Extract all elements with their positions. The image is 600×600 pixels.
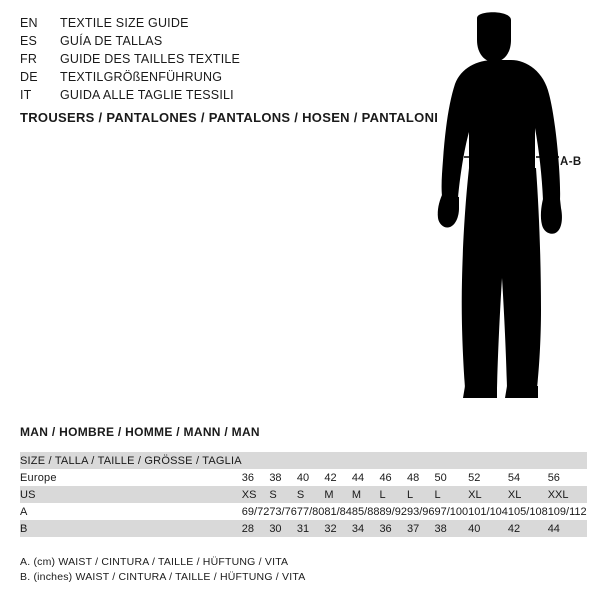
language-code: EN <box>20 16 38 30</box>
cell: 48 <box>406 471 420 484</box>
cell <box>407 452 435 469</box>
language-text: TEXTILGRÖßENFÜHRUNG <box>60 70 223 84</box>
cell: 28 <box>241 522 255 535</box>
cell: 32 <box>324 522 337 535</box>
cell: 105/108 <box>507 505 548 518</box>
table-row <box>20 503 587 520</box>
cell <box>379 452 407 469</box>
cell: 77/80 <box>296 505 325 518</box>
cell: 109/112 <box>547 505 587 518</box>
row-label: A <box>20 505 28 518</box>
cell: 85/88 <box>351 505 380 518</box>
language-code: DE <box>20 70 38 84</box>
cell: 101/104 <box>468 505 508 518</box>
language-code: ES <box>20 34 38 48</box>
cell <box>297 452 325 469</box>
cell: 50 <box>434 471 447 484</box>
cell: S <box>296 488 305 501</box>
cell: 73/76 <box>269 505 297 518</box>
measure-label-ab: A-B <box>560 156 582 168</box>
cell: 40 <box>468 522 481 535</box>
language-text: GUIDE DES TAILLES TEXTILE <box>60 52 241 66</box>
language-code: IT <box>20 88 32 102</box>
product-title: TROUSERS / PANTALONES / PANTALONS / HOSEN / PANTALONI <box>20 110 439 125</box>
cell: XS <box>241 488 257 501</box>
cell: 52 <box>468 471 481 484</box>
cell <box>352 452 380 469</box>
cell: M <box>324 488 334 501</box>
notes-block <box>20 555 305 585</box>
size-table <box>20 452 587 537</box>
cell: 36 <box>241 471 255 484</box>
row-label: Europe <box>20 471 57 484</box>
cell: 42 <box>507 522 521 535</box>
table-row <box>20 486 587 503</box>
cell: 38 <box>269 471 282 484</box>
cell: 34 <box>351 522 365 535</box>
row-label: US <box>20 488 36 501</box>
cell: 31 <box>296 522 310 535</box>
note-a: A. (cm) WAIST / CINTURA / TAILLE / HÜFTUNG / VITA <box>20 556 289 568</box>
cell: XL <box>468 488 482 501</box>
table-row <box>20 520 587 537</box>
man-silhouette-icon <box>415 10 595 410</box>
cell: 36 <box>379 522 392 535</box>
cell: 40 <box>296 471 310 484</box>
cell: XL <box>507 488 522 501</box>
cell: 56 <box>547 471 560 484</box>
note-b: B. (inches) WAIST / CINTURA / TAILLE / HÜFTUNG / VITA <box>20 571 306 583</box>
cell: 69/72 <box>241 505 270 518</box>
table-caption: MAN / HOMBRE / HOMME / MANN / MAN <box>20 425 260 439</box>
language-header-block <box>20 14 420 104</box>
cell: 46 <box>379 471 392 484</box>
cell: 97/100 <box>434 505 469 518</box>
cell <box>548 452 587 469</box>
cell: 38 <box>434 522 447 535</box>
cell: XXL <box>547 488 569 501</box>
language-code: FR <box>20 52 38 66</box>
figure-illustration <box>415 10 595 410</box>
table-row <box>20 469 587 486</box>
cell: L <box>434 488 441 501</box>
cell: 30 <box>269 522 282 535</box>
table-row <box>20 452 587 469</box>
cell: L <box>379 488 386 501</box>
cell <box>435 452 469 469</box>
language-row <box>20 32 420 50</box>
cell <box>468 452 508 469</box>
row-label: SIZE / TALLA / TAILLE / GRÖSSE / TAGLIA <box>20 454 242 467</box>
cell <box>324 452 352 469</box>
language-text: TEXTILE SIZE GUIDE <box>60 16 189 30</box>
cell: 42 <box>324 471 337 484</box>
cell: 44 <box>547 522 560 535</box>
cell <box>269 452 297 469</box>
cell: 54 <box>507 471 521 484</box>
language-text: GUÍA DE TALLAS <box>60 34 163 48</box>
cell: 44 <box>351 471 365 484</box>
row-label: B <box>20 522 28 535</box>
language-row <box>20 14 420 32</box>
cell: M <box>351 488 362 501</box>
cell: S <box>269 488 277 501</box>
language-row <box>20 68 420 86</box>
cell: L <box>406 488 414 501</box>
cell: 81/84 <box>324 505 352 518</box>
cell: 89/92 <box>379 505 407 518</box>
cell <box>242 452 270 469</box>
cell <box>508 452 548 469</box>
cell: 37 <box>406 522 420 535</box>
language-row <box>20 50 420 68</box>
language-row <box>20 86 420 104</box>
language-text: GUIDA ALLE TAGLIE TESSILI <box>60 88 234 102</box>
cell: 93/96 <box>406 505 435 518</box>
